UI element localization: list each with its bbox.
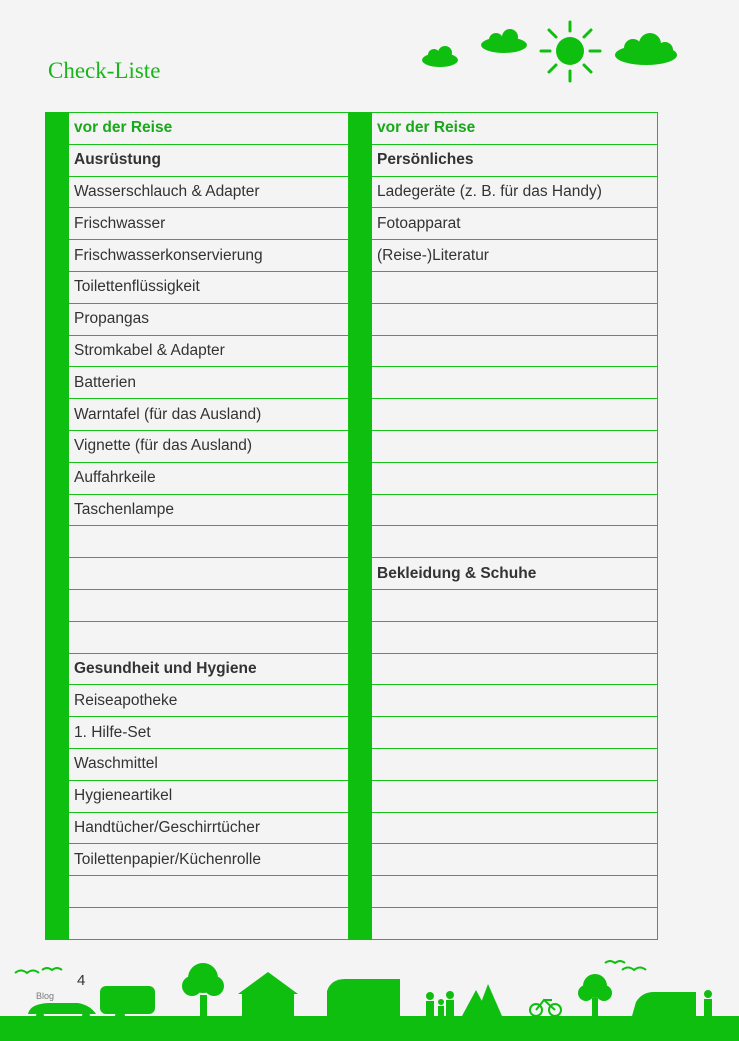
checklist-row xyxy=(46,907,658,939)
checkbox-cell-left[interactable] xyxy=(46,844,69,876)
checklist-item-left xyxy=(69,621,349,653)
checklist-item-right: Ladegeräte (z. B. für das Handy) xyxy=(372,176,658,208)
checklist-item-left xyxy=(69,876,349,908)
checkbox-cell-right[interactable] xyxy=(349,303,372,335)
checkbox-cell-left[interactable] xyxy=(46,176,69,208)
checklist-row xyxy=(46,876,658,908)
checklist-item-right xyxy=(372,748,658,780)
checkbox-cell-left[interactable] xyxy=(46,685,69,717)
checkbox-cell-right[interactable] xyxy=(349,748,372,780)
checklist-item-right xyxy=(372,303,658,335)
checklist-item-left: Auffahrkeile xyxy=(69,462,349,494)
checkbox-cell-left[interactable] xyxy=(46,430,69,462)
checklist-item-right xyxy=(372,844,658,876)
checklist-item-left: Batterien xyxy=(69,367,349,399)
house-icon xyxy=(238,972,298,1016)
checkbox-cell-right[interactable] xyxy=(349,780,372,812)
checklist-row xyxy=(46,621,658,653)
checklist-item-right: Fotoapparat xyxy=(372,208,658,240)
checklist-item-right xyxy=(372,335,658,367)
checklist-item-left: Stromkabel & Adapter xyxy=(69,335,349,367)
camper-van-icon xyxy=(327,979,400,1021)
checklist-item-right xyxy=(372,780,658,812)
birds-icon xyxy=(15,961,646,973)
checkbox-cell-right[interactable] xyxy=(349,462,372,494)
checklist-row xyxy=(46,367,658,399)
checkbox-cell-left[interactable] xyxy=(46,876,69,908)
checklist-item-right xyxy=(372,271,658,303)
checklist-row xyxy=(46,685,658,717)
checkbox-cell-left[interactable] xyxy=(46,399,69,431)
checkbox-cell-right[interactable] xyxy=(349,144,372,176)
checklist-row xyxy=(46,144,658,176)
checklist-item-left xyxy=(69,589,349,621)
checklist-item-right xyxy=(372,812,658,844)
checklist-item-left xyxy=(69,558,349,590)
checkbox-cell-left[interactable] xyxy=(46,240,69,272)
checkbox-cell-right[interactable] xyxy=(349,844,372,876)
checkbox-cell-left[interactable] xyxy=(46,780,69,812)
checkbox-cell-right[interactable] xyxy=(349,717,372,749)
checklist-item-right xyxy=(372,685,658,717)
checklist-item-left: Toilettenpapier/Küchenrolle xyxy=(69,844,349,876)
checklist-item-right: vor der Reise xyxy=(372,113,658,145)
large-cloud-icon xyxy=(615,33,677,65)
sun-icon xyxy=(541,22,600,81)
checkbox-cell-left[interactable] xyxy=(46,303,69,335)
checklist-table xyxy=(45,112,658,940)
checklist-item-left: Taschenlampe xyxy=(69,494,349,526)
cloud-icon xyxy=(481,29,527,53)
checklist-row xyxy=(46,653,658,685)
caravan-icon xyxy=(100,986,155,1021)
checklist-row xyxy=(46,589,658,621)
checkbox-cell-right[interactable] xyxy=(349,494,372,526)
checklist-item-right xyxy=(372,526,658,558)
checklist-item-left: Toilettenflüssigkeit xyxy=(69,271,349,303)
checklist-item-left: Warntafel (für das Ausland) xyxy=(69,399,349,431)
checkbox-cell-right[interactable] xyxy=(349,685,372,717)
checklist-item-left: Wasserschlauch & Adapter xyxy=(69,176,349,208)
checkbox-cell-left[interactable] xyxy=(46,717,69,749)
checkbox-cell-right[interactable] xyxy=(349,558,372,590)
checklist-row xyxy=(46,113,658,145)
checkbox-cell-right[interactable] xyxy=(349,399,372,431)
checkbox-cell-right[interactable] xyxy=(349,653,372,685)
checkbox-cell-left[interactable] xyxy=(46,589,69,621)
checklist-item-right: (Reise-)Literatur xyxy=(372,240,658,272)
checklist-item-left xyxy=(69,526,349,558)
checkbox-cell-right[interactable] xyxy=(349,208,372,240)
ground xyxy=(0,1016,739,1041)
checkbox-cell-right[interactable] xyxy=(349,335,372,367)
checkbox-cell-left[interactable] xyxy=(46,907,69,939)
checklist-item-right xyxy=(372,653,658,685)
checklist-row xyxy=(46,526,658,558)
checkbox-cell-right[interactable] xyxy=(349,240,372,272)
checklist-item-left: Hygieneartikel xyxy=(69,780,349,812)
checklist-item-right xyxy=(372,367,658,399)
checkbox-cell-right[interactable] xyxy=(349,113,372,145)
checkbox-cell-right[interactable] xyxy=(349,812,372,844)
checklist-item-right xyxy=(372,621,658,653)
checklist-row xyxy=(46,717,658,749)
checklist-row xyxy=(46,748,658,780)
checklist-item-left: Vignette (für das Ausland) xyxy=(69,430,349,462)
people-icon xyxy=(426,991,454,1016)
tent-icon xyxy=(462,984,502,1016)
checkbox-cell-right[interactable] xyxy=(349,367,372,399)
checklist-row xyxy=(46,558,658,590)
checklist-item-left: vor der Reise xyxy=(69,113,349,145)
checklist-row xyxy=(46,271,658,303)
checkbox-cell-left[interactable] xyxy=(46,367,69,399)
checklist-item-left: Propangas xyxy=(69,303,349,335)
checklist-row xyxy=(46,430,658,462)
checklist-item-right xyxy=(372,876,658,908)
checklist-item-right: Persönliches xyxy=(372,144,658,176)
footer-landscape-illustration xyxy=(0,950,739,1041)
checklist-item-left: Frischwasser xyxy=(69,208,349,240)
person-icon xyxy=(704,990,712,1016)
checklist-item-left: Ausrüstung xyxy=(69,144,349,176)
checkbox-cell-left[interactable] xyxy=(46,335,69,367)
checklist-row xyxy=(46,176,658,208)
small-cloud-icon xyxy=(422,46,458,67)
checkbox-cell-left[interactable] xyxy=(46,812,69,844)
checklist-item-right xyxy=(372,462,658,494)
checklist-item-right xyxy=(372,430,658,462)
checkbox-cell-left[interactable] xyxy=(46,526,69,558)
checklist-item-left: Handtücher/Geschirrtücher xyxy=(69,812,349,844)
checklist-row xyxy=(46,780,658,812)
checklist-item-right: Bekleidung & Schuhe xyxy=(372,558,658,590)
checklist-item-right xyxy=(372,494,658,526)
checkbox-cell-left[interactable] xyxy=(46,144,69,176)
checkbox-cell-right[interactable] xyxy=(349,621,372,653)
checkbox-cell-right[interactable] xyxy=(349,430,372,462)
checkbox-cell-left[interactable] xyxy=(46,748,69,780)
checkbox-cell-left[interactable] xyxy=(46,271,69,303)
checklist-row xyxy=(46,812,658,844)
checklist-item-left: Reiseapotheke xyxy=(69,685,349,717)
checklist-item-right xyxy=(372,399,658,431)
checkbox-cell-right[interactable] xyxy=(349,876,372,908)
checkbox-cell-right[interactable] xyxy=(349,271,372,303)
checkbox-cell-left[interactable] xyxy=(46,113,69,145)
checklist-item-left xyxy=(69,907,349,939)
checkbox-cell-left[interactable] xyxy=(46,621,69,653)
checklist-row xyxy=(46,844,658,876)
checklist-row xyxy=(46,208,658,240)
checklist-item-left: Frischwasserkonservierung xyxy=(69,240,349,272)
tree-icon xyxy=(182,963,224,1017)
checklist-row xyxy=(46,494,658,526)
checkbox-cell-right[interactable] xyxy=(349,907,372,939)
checklist-row xyxy=(46,303,658,335)
checklist-item-left: 1. Hilfe-Set xyxy=(69,717,349,749)
page-label: Blog xyxy=(36,991,55,1001)
page-number: 4 xyxy=(77,972,86,989)
checklist-item-right xyxy=(372,717,658,749)
checkbox-cell-right[interactable] xyxy=(349,589,372,621)
checkbox-cell-right[interactable] xyxy=(349,526,372,558)
checklist-row xyxy=(46,462,658,494)
checkbox-cell-left[interactable] xyxy=(46,558,69,590)
checkbox-cell-right[interactable] xyxy=(349,176,372,208)
sun-and-clouds-illustration xyxy=(418,18,683,90)
checklist-item-left: Waschmittel xyxy=(69,748,349,780)
checklist-row xyxy=(46,240,658,272)
checkbox-cell-left[interactable] xyxy=(46,462,69,494)
checkbox-cell-left[interactable] xyxy=(46,494,69,526)
tree-icon xyxy=(578,974,612,1016)
checklist-row xyxy=(46,399,658,431)
page-title: Check-Liste xyxy=(48,58,161,83)
checklist-item-left: Gesundheit und Hygiene xyxy=(69,653,349,685)
checklist-item-right xyxy=(372,589,658,621)
bicycle-icon xyxy=(530,1000,561,1016)
checklist-row xyxy=(46,335,658,367)
checklist-item-right xyxy=(372,907,658,939)
checkbox-cell-left[interactable] xyxy=(46,208,69,240)
checkbox-cell-left[interactable] xyxy=(46,653,69,685)
